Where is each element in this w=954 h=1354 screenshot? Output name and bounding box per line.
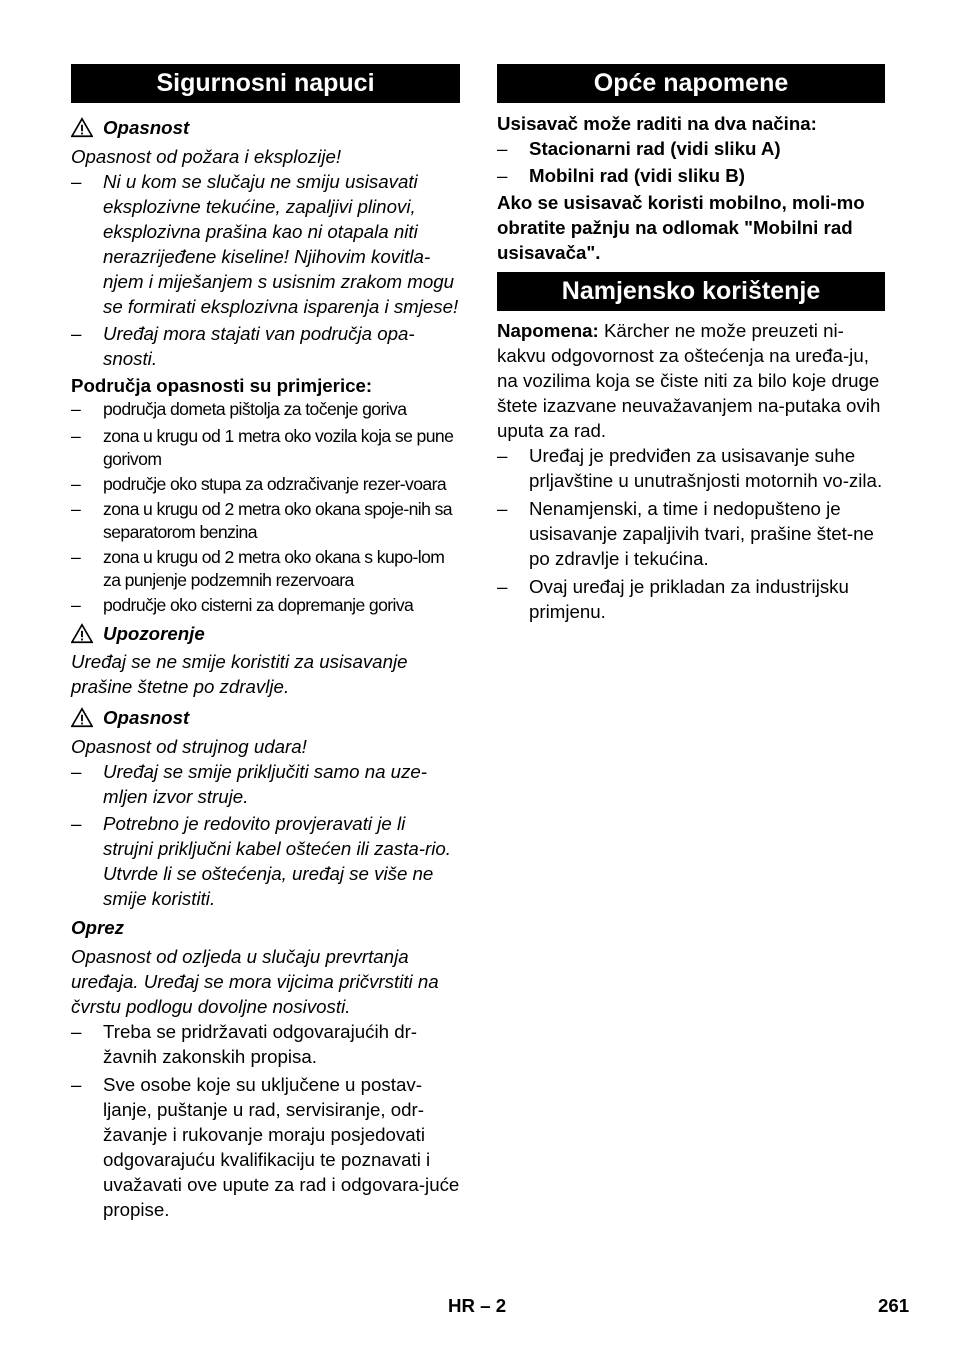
danger-label: Opasnost — [103, 707, 190, 728]
danger-label: Opasnost — [103, 117, 190, 138]
zones-list — [71, 398, 460, 617]
section-heading-general: Opće napomene — [497, 64, 885, 103]
list-item: – Ni u kom se slučaju ne smiju usisavati eksplozivne tekućine, zapaljivi plinovi, eksplozivna prašina kao ni otapala niti nerazrijeđene kiseline! Njihovim kovitla-njem i miješanjem s usisnim zrakom mogu se formirati eksplozivna isparenja i smjese! — [71, 169, 460, 319]
warning-text: Uređaj se ne smije koristiti za usisavanje prašine štetne po zdravlje. — [71, 651, 408, 697]
warning-triangle-icon — [71, 623, 93, 645]
warning-triangle-icon — [71, 117, 93, 139]
section-heading-intended-use: Namjensko korištenje — [497, 272, 885, 311]
caution-text: Opasnost od ozljeda u slučaju prevrtanja uređaja. Uređaj se mora vijcima pričvrstiti na čvrstu podlogu dovoljne nosivosti. — [71, 946, 439, 1017]
footer-page-number: 261 — [878, 1295, 910, 1316]
list-item: – Sve osobe koje su uključene u postav-ljanje, puštanje u rad, servisiranje, odr-žavanje i rukovanje moraju posjedovati odgovarajuću kvalifikaciju te poznavati i uvažavati ove upute za rad i odgovara-juće propise. — [71, 1072, 460, 1222]
list-item: – Potrebno je redovito provjeravati je li strujni priključni kabel oštećen ili zasta-rio. Utvrde li se oštećenja, uređaj se više ne smije koristiti. — [71, 811, 460, 911]
list-item: – Uređaj se smije priključiti samo na uze-mljen izvor struje. — [71, 759, 460, 809]
list-item: – zona u krugu od 1 metra oko vozila koja se pune gorivom — [71, 425, 460, 471]
list-item: – Nenamjenski, a time i nedopušteno je usisavanje zapaljivih tvari, prašine štet-ne po zdravlje i tekućina. — [497, 496, 885, 571]
danger-text: Opasnost od požara i eksplozije! — [71, 146, 342, 167]
mobile-note: Ako se usisavač koristi mobilno, moli-mo obratite pažnju na odlomak "Mobilni rad usisavača". — [497, 192, 865, 263]
caution-list — [71, 1019, 460, 1222]
danger-list — [71, 759, 460, 911]
list-item: – Uređaj mora stajati van područja opa-snosti. — [71, 321, 460, 371]
note-text: Kärcher ne može preuzeti ni-kakvu odgovornost za oštećenja na uređa-ju, na vozilima koja se čiste niti za bilo koje druge štete izazvane neuvažavanjem na-putaka ovih uputa za rad. — [497, 320, 881, 441]
modes-intro: Usisavač može raditi na dva načina: — [497, 113, 817, 134]
list-item: – Ovaj uređaj je prikladan za industrijsku primjenu. — [497, 574, 885, 624]
section-heading-safety: Sigurnosni napuci — [71, 64, 460, 103]
danger-note-1 — [71, 115, 460, 140]
left-column — [71, 64, 460, 1222]
danger-text: Opasnost od strujnog udara! — [71, 736, 307, 757]
list-item: – područje oko cisterni za dopremanje goriva — [71, 594, 460, 617]
warning-triangle-icon — [71, 707, 93, 729]
footer-language-page: HR – 2 — [448, 1295, 507, 1316]
danger-list — [71, 169, 460, 371]
modes-list — [497, 136, 885, 188]
list-item: – područje oko stupa za odzračivanje rezer-voara — [71, 473, 460, 496]
list-item: – područja dometa pištolja za točenje goriva — [71, 398, 460, 421]
warning-label: Upozorenje — [103, 623, 205, 644]
zones-title: Područja opasnosti su primjerice: — [71, 375, 373, 396]
list-item: – Treba se pridržavati odgovarajućih dr-žavnih zakonskih propisa. — [71, 1019, 460, 1069]
note-label: Napomena: — [497, 320, 599, 341]
right-column — [497, 64, 885, 624]
list-item: – Mobilni rad (vidi sliku B) — [497, 163, 885, 188]
intended-use-note — [497, 318, 885, 443]
list-item: – zona u krugu od 2 metra oko okana spoje-nih sa separatorom benzina — [71, 498, 460, 544]
list-item: – Uređaj je predviđen za usisavanje suhe prljavštine u unutrašnjosti motornih vo-zila. — [497, 443, 885, 493]
list-item: – zona u krugu od 2 metra oko okana s kupo-lom za punjenje podzemnih rezervoara — [71, 546, 460, 592]
list-item: – Stacionarni rad (vidi sliku A) — [497, 136, 885, 161]
caution-label: Oprez — [71, 917, 124, 938]
intended-use-list — [497, 443, 885, 624]
danger-note-2 — [71, 705, 460, 730]
warning-note — [71, 621, 460, 646]
caution-note — [71, 915, 460, 940]
